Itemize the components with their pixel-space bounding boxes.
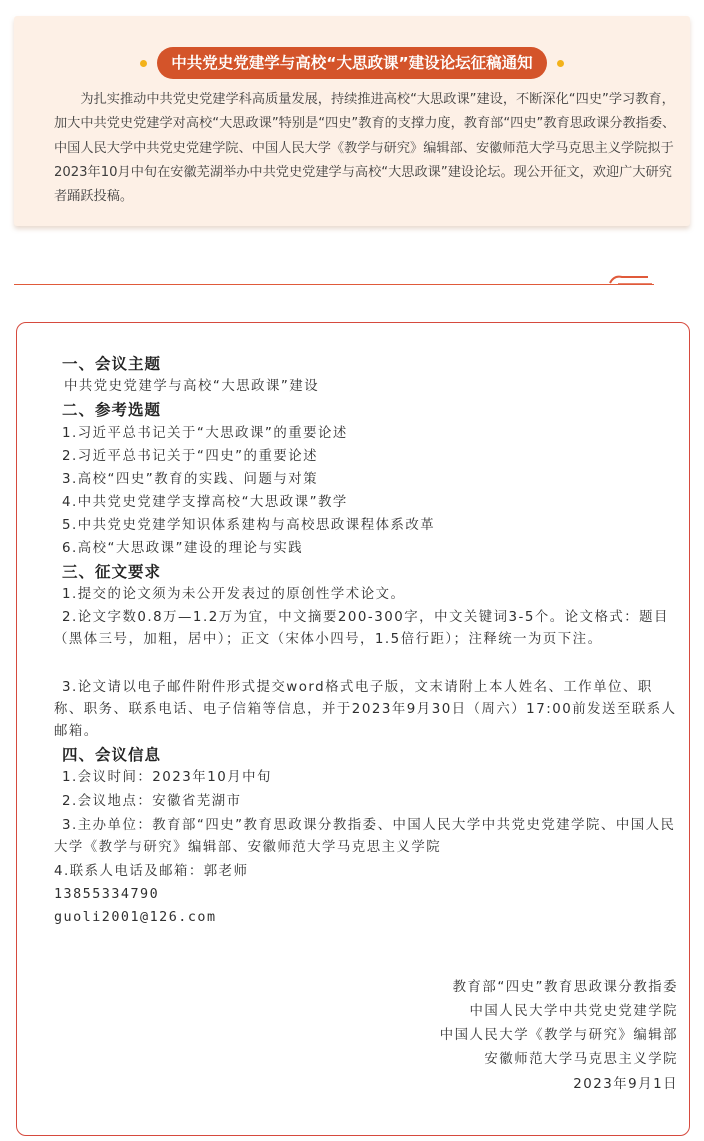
contact-phone: 13855334790 [54, 887, 160, 902]
notice-title: 中共党史党建学与高校“大思政课”建设论坛征稿通知 [157, 47, 546, 79]
topic-item: 4.中共党史党建学支撑高校“大思政课”教学 [62, 495, 348, 510]
signature-line: 中国人民大学《教学与研究》编辑部 [439, 1028, 678, 1043]
topic-item: 1.习近平总书记关于“大思政课”的重要论述 [62, 426, 348, 441]
heading-topics: 二、参考选题 [62, 401, 162, 419]
right-dot-icon [557, 60, 564, 67]
topic-item: 6.高校“大思政课”建设的理论与实践 [62, 541, 304, 556]
heading-info: 四、会议信息 [62, 746, 162, 764]
signature-line: 安徽师范大学马克思主义学院 [484, 1052, 678, 1067]
topic-item: 3.高校“四史”教育的实践、问题与对策 [62, 472, 319, 487]
info-item: 1.会议时间：2023年10月中旬 [62, 770, 272, 785]
topic-item: 5.中共党史党建学知识体系建构与高校思政课程体系改革 [62, 518, 436, 533]
info-item: 3.主办单位：教育部“四史”教育思政课分教指委、中国人民大学中共党史党建学院、中国人民大学《教学与研究》编辑部、安徽师范大学马克思主义学院 [54, 818, 676, 855]
heading-theme: 一、会议主题 [62, 355, 162, 373]
heading-requirements: 三、征文要求 [62, 563, 162, 581]
left-dot-icon [140, 60, 147, 67]
signature-line: 中国人民大学中共党史党建学院 [469, 1004, 678, 1019]
signature-line: 教育部“四史”教育思政课分教指委 [452, 980, 678, 995]
signature-date: 2023年9月1日 [573, 1077, 678, 1092]
requirement-item: 2.论文字数0.8万—1.2万为宜，中文摘要200-300字，中文关键词3-5个。论文格式：题目（黑体三号，加粗，居中）；正文（宋体小四号，1.5倍行距）；注释统一为页下注。 [54, 610, 669, 647]
notice-card [14, 16, 690, 226]
theme-text: 中共党史党建学与高校“大思政课”建设 [64, 379, 320, 394]
topic-item: 2.习近平总书记关于“四史”的重要论述 [62, 449, 319, 464]
notice-intro: 为扎实推动中共党史党建学科高质量发展，持续推进高校“大思政课”建设，不断深化“四史”学习教育，加大中共党史党建学对高校“大思政课”特别是“四史”教育的支撑力度，教育部“四史”教育思政课分教指委、中国人民大学中共党史党建学院、中国人民大学《教学与研究》编辑部、安徽师范大学马克思主义学院拟于2023年10月中旬在安徽芜湖举办中共党史党建学与高校“大思政课”建设论坛。现公开征文，欢迎广大研究者踊跃投稿。 [54, 92, 676, 205]
requirement-item: 3.论文请以电子邮件附件形式提交word格式电子版，文末请附上本人姓名、工作单位、职称、职务、联系电话、电子信箱等信息，并于2023年9月30日（周六）17:00前发送至联系人邮箱。 [54, 680, 677, 739]
requirement-item: 1.提交的论文须为未公开发表过的原创性学术论文。 [62, 587, 406, 602]
section-divider [14, 284, 654, 285]
contact-email[interactable]: guoli2001@126.com [54, 910, 217, 925]
info-item: 4.联系人电话及邮箱：郭老师 [54, 864, 249, 879]
info-item: 2.会议地点：安徽省芜湖市 [62, 794, 242, 809]
notice-title-row [14, 46, 690, 80]
swirl-ornament-icon [608, 271, 656, 287]
